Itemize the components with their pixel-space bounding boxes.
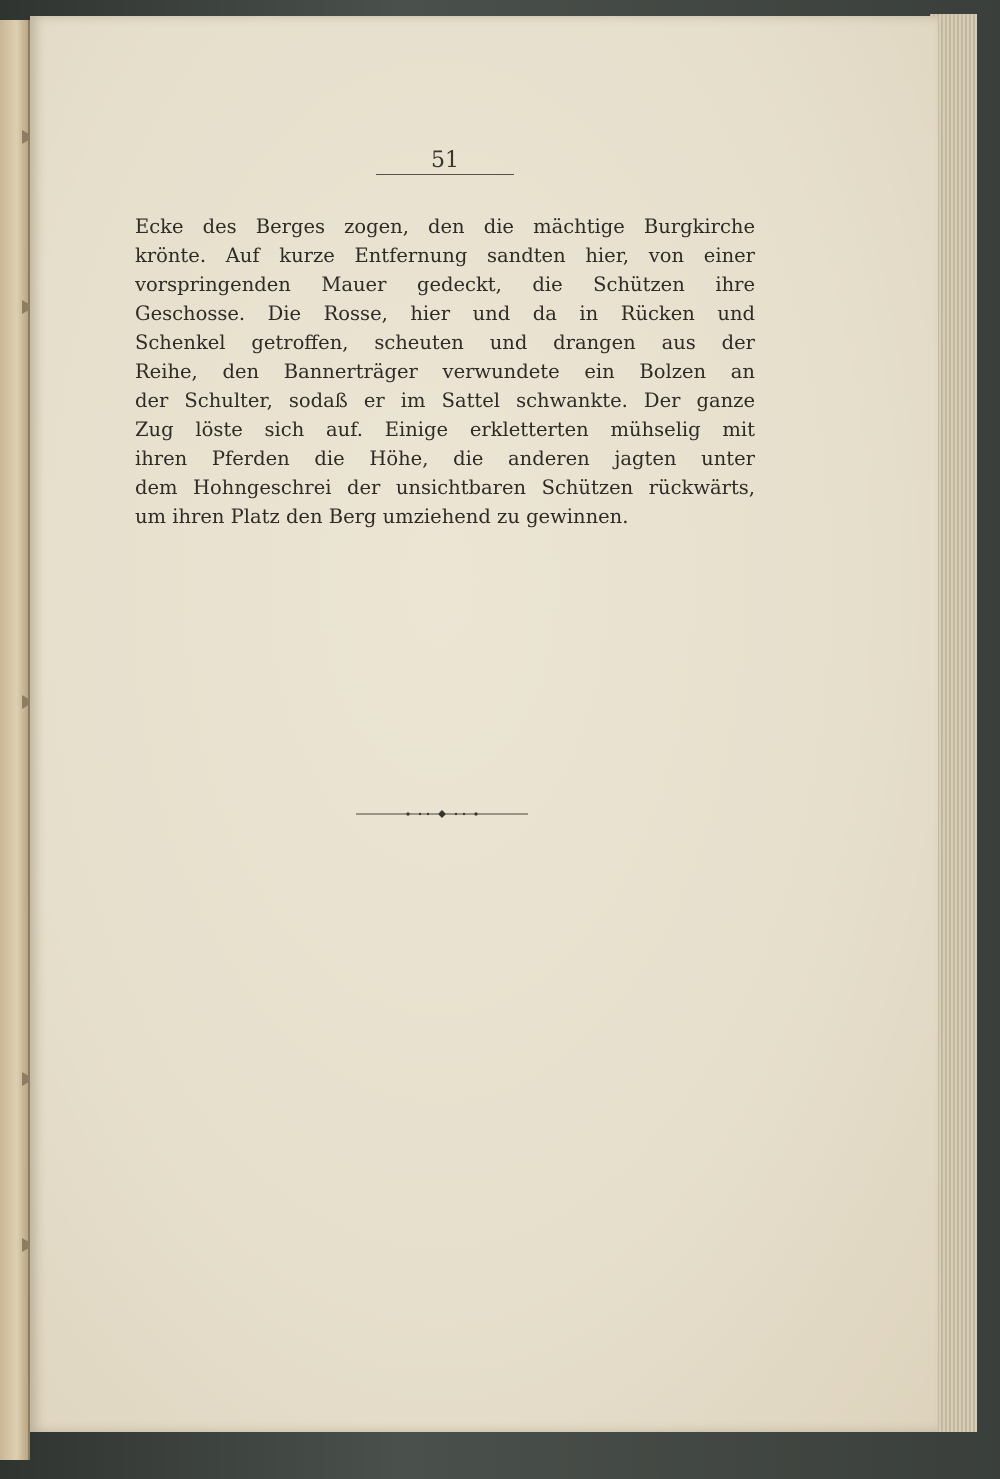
body-paragraph [135,212,755,531]
text-line: Zug löste sich auf. Einige erkletterten mühselig mit [135,418,755,441]
end-ornament [356,806,528,822]
page-number: 51 [431,148,459,173]
header-rule [376,174,514,175]
text-line: Reihe, den Bannerträger verwundete ein Bolzen an [135,360,755,383]
text-line: Ecke des Berges zogen, den die mächtige Burgkirche [135,215,755,238]
text-line: ihren Pferden die Höhe, die anderen jagten unter [135,447,755,470]
book-page [30,16,938,1432]
text-line: krönte. Auf kurze Entfernung sandten hier, von einer [135,244,755,267]
text-line: dem Hohngeschrei der unsichtbaren Schützen rückwärts, [135,476,755,499]
text-line: um ihren Platz den Berg umziehend zu gewinnen. [135,505,629,528]
text-line: vorspringenden Mauer gedeckt, die Schützen ihre [135,273,755,296]
text-line: Schenkel getroffen, scheuten und drangen aus der [135,331,755,354]
text-line: der Schulter, sodaß er im Sattel schwankte. Der ganze [135,389,755,412]
text-line: Geschosse. Die Rosse, hier und da in Rücken und [135,302,755,325]
